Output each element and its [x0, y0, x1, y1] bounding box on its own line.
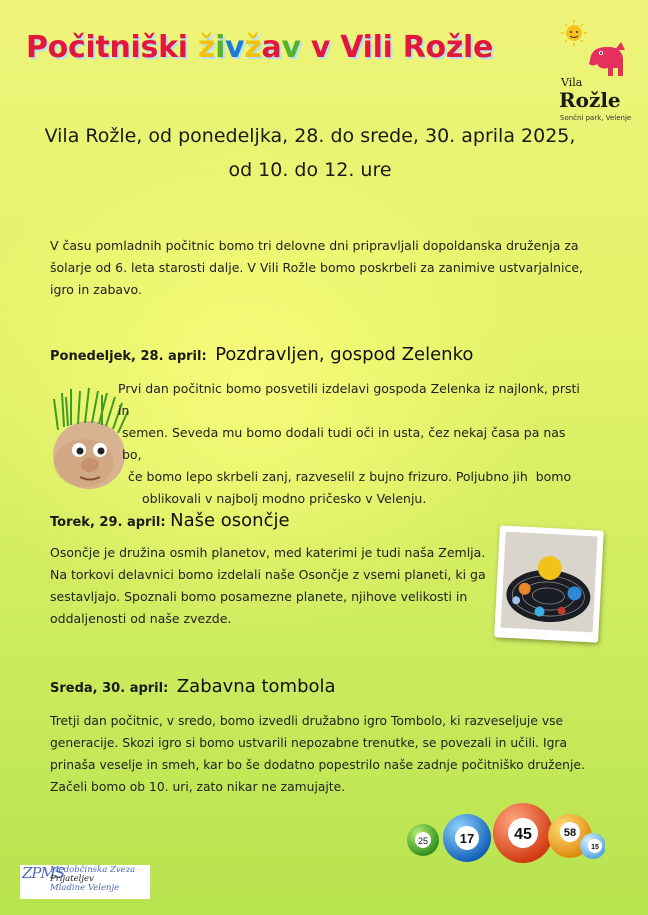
day-1-description	[50, 378, 588, 510]
day-2-heading	[50, 510, 290, 531]
day-3-line: generacije. Skozi igro si bomo ustvarili nepozabne trenutke, se povezali in učili. Igra	[50, 736, 567, 750]
day-2-title: Naše osončje	[170, 510, 290, 531]
zpms-letters: ZPMS	[22, 864, 65, 882]
day-3-description	[50, 710, 610, 798]
logo-line-1: Vila	[561, 76, 583, 89]
day-2-line: sestavljajo. Spoznali bomo posamezne planete, njihove velikosti in	[50, 589, 468, 604]
ball-number: 17	[459, 831, 475, 846]
bingo-balls-image	[405, 800, 605, 875]
day-1-line: če bomo lepo skrbeli zanj, razveselil z bujno frizuro. Poljubno jih bomo	[128, 469, 572, 484]
day-3-line: Tretji dan počitnic, v sredo, bomo izvedli družabno igro Tombolo, ki razveseljuje vse	[50, 714, 564, 728]
subtitle-line-2: od 10. do 12. ure	[228, 159, 392, 181]
ball-number: 15	[591, 844, 599, 851]
day-2-label: Torek, 29. april:	[50, 515, 166, 530]
ball-number: 58	[563, 827, 577, 839]
subtitle-line-1: Vila Rožle, od ponedeljka, 28. do srede, 30. aprila 2025,	[44, 125, 576, 147]
logo-line-3: Sončni park, Velenje	[560, 114, 632, 122]
day-1-label: Ponedeljek, 28. april:	[50, 349, 207, 364]
title-part-3: v Vili Rožle	[300, 30, 494, 65]
day-1-heading	[50, 344, 473, 365]
ball-number: 25	[417, 836, 429, 846]
day-3-label: Sreda, 30. april:	[50, 681, 169, 696]
logo-line-2: Rožle	[559, 88, 621, 112]
solar-system-photo	[494, 525, 604, 642]
sun-icon	[561, 20, 587, 46]
day-1-line: oblikovali v najbolj modno pričesko v Velenju.	[142, 491, 427, 506]
day-2-line: Na torkovi delavnici bomo izdelali naše Osončje z vsemi planeti, ki ga	[50, 567, 486, 582]
event-subtitle	[0, 121, 620, 185]
title-part-1: Počitniški	[26, 30, 198, 65]
day-3-heading	[50, 676, 336, 697]
day-3-title: Zabavna tombola	[176, 676, 336, 697]
day-1-title: Pozdravljen, gospod Zelenko	[215, 344, 474, 365]
day-3-line: Začeli bomo ob 10. uri, zato nikar ne zamujajte.	[50, 780, 346, 794]
day-3-line: prinaša veselje in smeh, kar bo še dodatno popestrilo naše zadnje počitniško druženje.	[50, 758, 585, 772]
day-1-line: Prvi dan počitnic bomo posvetili izdelavi gospoda Zelenka iz najlonk, prsti in	[118, 381, 580, 418]
zpms-logo	[20, 865, 150, 899]
title-part-2: živžav	[197, 30, 301, 65]
day-1-line: semen. Seveda mu bomo dodali tudi oči in usta, čez nekaj časa pa nas bo,	[122, 425, 566, 462]
zpms-line-3: Mladine Velenje	[50, 883, 120, 893]
page-title	[26, 30, 493, 65]
intro-paragraph: V času pomladnih počitnic bomo tri delovne dni pripravljali dopoldanska druženja za šolarje od 6. leta starosti dalje. V Vili Rožle bomo poskrbeli za zanimive ustvarjalnice, igro in zabavo.	[50, 238, 583, 297]
zpms-line-1: Medobčinska Zveza	[50, 865, 136, 875]
day-2-description	[50, 542, 490, 630]
ball-number: 45	[514, 826, 532, 843]
day-2-line: oddaljenosti od naše zvezde.	[50, 611, 232, 626]
elephant-icon	[589, 42, 625, 76]
day-2-line: Osončje je družina osmih planetov, med katerimi je tudi naša Zemlja.	[50, 545, 486, 560]
zpms-line-2: Prijateljev	[50, 874, 94, 884]
